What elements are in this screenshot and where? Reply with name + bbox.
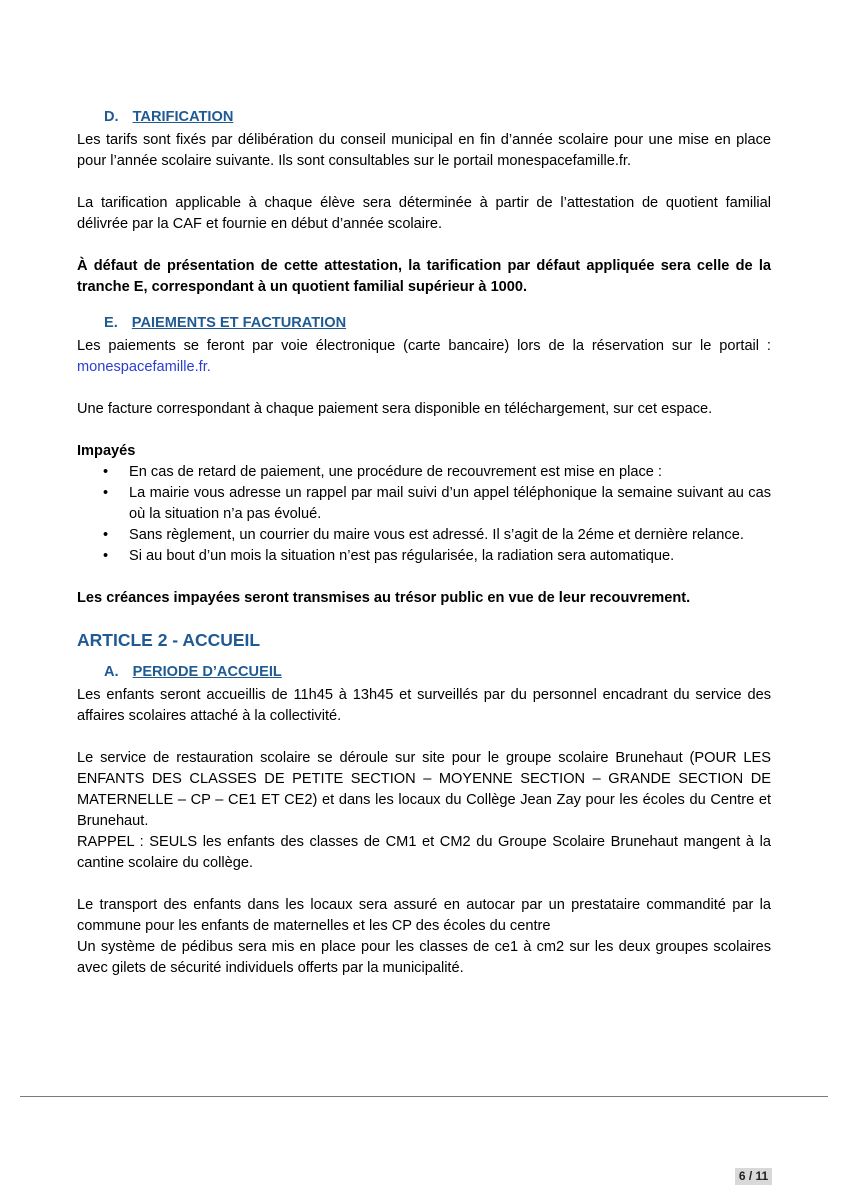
document-body <box>77 100 771 979</box>
impayes-list <box>77 462 771 567</box>
portal-link[interactable]: monespacefamille.fr. <box>77 359 211 375</box>
list-item: • La mairie vous adresse un rappel par mail suivi d’un appel téléphonique la semaine suivant au cas où la situation n’a pas évolué. <box>103 485 771 522</box>
section-e-letter: E. <box>104 315 118 331</box>
transport-paragraph: Le transport des enfants dans les locaux sera assuré en autocar par un prestataire commandité par la commune pour les enfants de maternelles et les CP des écoles du centre <box>77 897 771 934</box>
paiements-text: Les paiements se feront par voie électronique (carte bancaire) lors de la réservation sur le portail : <box>77 338 771 354</box>
accueil-hours-paragraph: Les enfants seront accueillis de 11h45 à 13h45 et surveillés par du personnel encadrant du service des affaires scolaires attaché à la collectivité. <box>77 687 771 724</box>
list-item: • Si au bout d’un mois la situation n’est pas régularisée, la radiation sera automatique. <box>77 546 771 567</box>
section-a-heading <box>104 661 771 683</box>
section-d-title: TARIFICATION <box>132 109 234 125</box>
list-item: • En cas de retard de paiement, une procédure de recouvrement est mise en place : <box>77 462 771 483</box>
restauration-paragraph: Le service de restauration scolaire se déroule sur site pour le groupe scolaire Brunehaut (POUR LES ENFANTS DES CLASSES DE PETITE SECTION – MOYENNE SECTION – GRANDE SECTION DE MATERNELLE – CP – CE1 ET CE2) et dans les locaux du Collège Jean Zay pour les écoles du Centre et Brunehaut. <box>77 750 771 829</box>
bullet-icon: • <box>103 548 109 564</box>
article-2-title: ARTICLE 2 - ACCUEIL <box>77 630 261 650</box>
creances-paragraph: Les créances impayées seront transmises au trésor public en vue de leur recouvrement. <box>77 590 691 606</box>
list-item: • Sans règlement, un courrier du maire vous est adressé. Il s’agit de la 2éme et dernière relance. <box>77 525 771 546</box>
default-tarif-paragraph: À défaut de présentation de cette attestation, la tarification par défaut appliquée sera celle de la tranche E, correspondant à un quotient familial supérieur à 1000. <box>77 258 771 295</box>
paiements-paragraph <box>77 336 771 378</box>
section-a-letter: A. <box>104 664 119 680</box>
section-d-heading <box>104 106 771 128</box>
pedibus-paragraph: Un système de pédibus sera mis en place pour les classes de ce1 à cm2 sur les deux groupes scolaires avec gilets de sécurité individuels offerts par la municipalité. <box>77 939 771 976</box>
bullet-icon: • <box>103 485 109 501</box>
section-d-letter: D. <box>104 109 119 125</box>
bullet-icon: • <box>103 464 109 480</box>
bullet-icon: • <box>103 527 109 543</box>
section-e-title: PAIEMENTS ET FACTURATION <box>131 315 347 331</box>
section-a-title: PERIODE D’ACCUEIL <box>132 664 282 680</box>
impayes-heading: Impayés <box>77 443 136 459</box>
page-number: 6 / 11 <box>735 1168 772 1185</box>
section-e-heading <box>104 312 771 334</box>
tarification-paragraph: La tarification applicable à chaque élève sera déterminée à partir de l’attestation de quotient familial délivrée par la CAF et fournie en début d’année scolaire. <box>77 195 771 232</box>
facture-paragraph: Une facture correspondant à chaque paiement sera disponible en téléchargement, sur cet espace. <box>77 401 713 417</box>
rappel-paragraph: RAPPEL : SEULS les enfants des classes de CM1 et CM2 du Groupe Scolaire Brunehaut mangent à la cantine scolaire du collège. <box>77 834 771 871</box>
tarifs-paragraph: Les tarifs sont fixés par délibération du conseil municipal en fin d’année scolaire pour une mise en place pour l’année scolaire suivante. Ils sont consultables sur le portail monespacefamille.fr. <box>77 132 771 169</box>
footer-divider <box>20 1096 828 1097</box>
